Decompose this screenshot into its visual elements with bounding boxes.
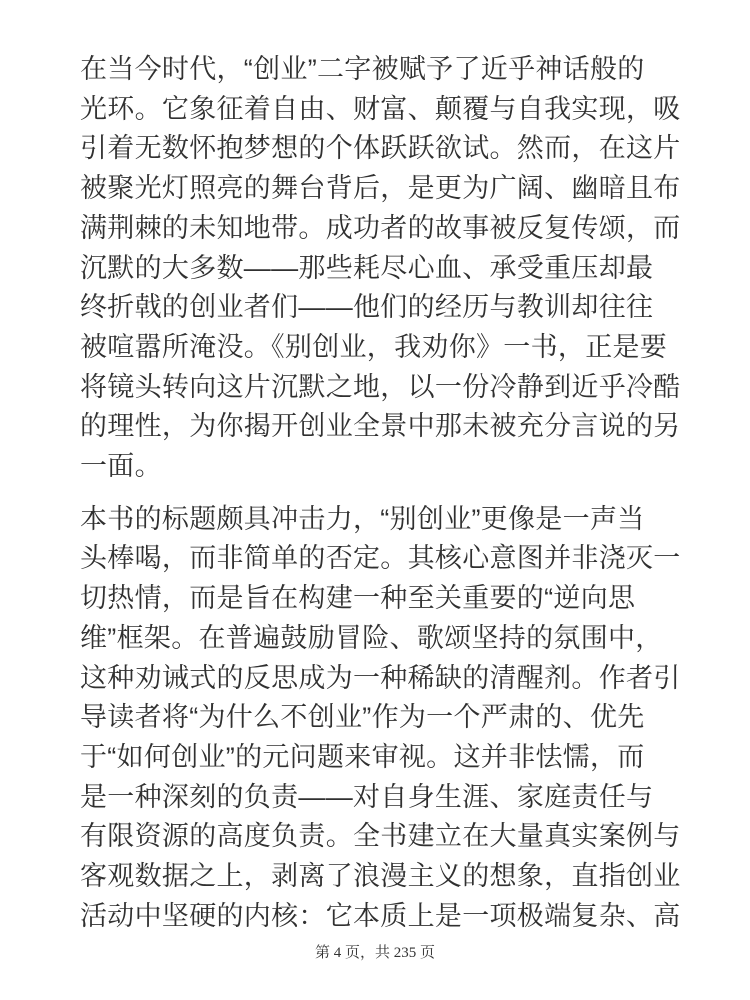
text-line: 本书的标题颇具冲击力，“别创业”更像是一声当 [80,503,645,534]
page-number-footer: 第 4 页，共 235 页 [314,945,435,961]
page-content [80,50,710,936]
text-line: 终折戟的创业者们——他们的经历与教训却往往 [80,292,654,323]
paragraph [80,500,710,937]
text-line: 一面。 [80,451,162,482]
text-line: 是一种深刻的负责——对自身生涯、家庭责任与 [80,781,654,812]
text-line: 活动中坚硬的内核：它本质上是一项极端复杂、高 [80,900,681,931]
text-line: 满荆棘的未知地带。成功者的故事被反复传颂，而 [80,212,681,243]
paragraph [80,50,710,487]
text-line: 的理性，为你揭开创业全景中那未被充分言说的另 [80,411,681,442]
text-line: 有限资源的高度负责。全书建立在大量真实案例与 [80,821,681,852]
text-line: 将镜头转向这片沉默之地，以一份冷静到近乎冷酷 [80,371,681,402]
text-line: 沉默的大多数——那些耗尽心血、承受重压却最 [80,252,654,283]
text-line: 引着无数怀抱梦想的个体跃跃欲试。然而，在这片 [80,133,681,164]
text-line: 被喧嚣所淹没。《别创业，我劝你》一书，正是要 [80,331,668,362]
text-line: 被聚光灯照亮的舞台背后，是更为广阔、幽暗且布 [80,173,681,204]
text-line: 头棒喝，而非简单的否定。其核心意图并非浇灭一 [80,543,681,574]
text-line: 切热情，而是旨在构建一种至关重要的“逆向思 [80,583,636,614]
text-line: 这种劝诫式的反思成为一种稀缺的清醒剂。作者引 [80,662,681,693]
text-line: 导读者将“为什么不创业”作为一个严肃的、优先 [80,702,645,733]
text-line: 光环。它象征着自由、财富、颠覆与自我实现，吸 [80,93,681,124]
text-line: 于“如何创业”的元问题来审视。这并非怯懦，而 [80,741,645,772]
text-line: 维”框架。在普遍鼓励冒险、歌颂坚持的氛围中， [80,622,663,653]
text-line: 客观数据之上，剥离了浪漫主义的想象，直指创业 [80,861,681,892]
text-line: 在当今时代，“创业”二字被赋予了近乎神话般的 [80,54,645,84]
